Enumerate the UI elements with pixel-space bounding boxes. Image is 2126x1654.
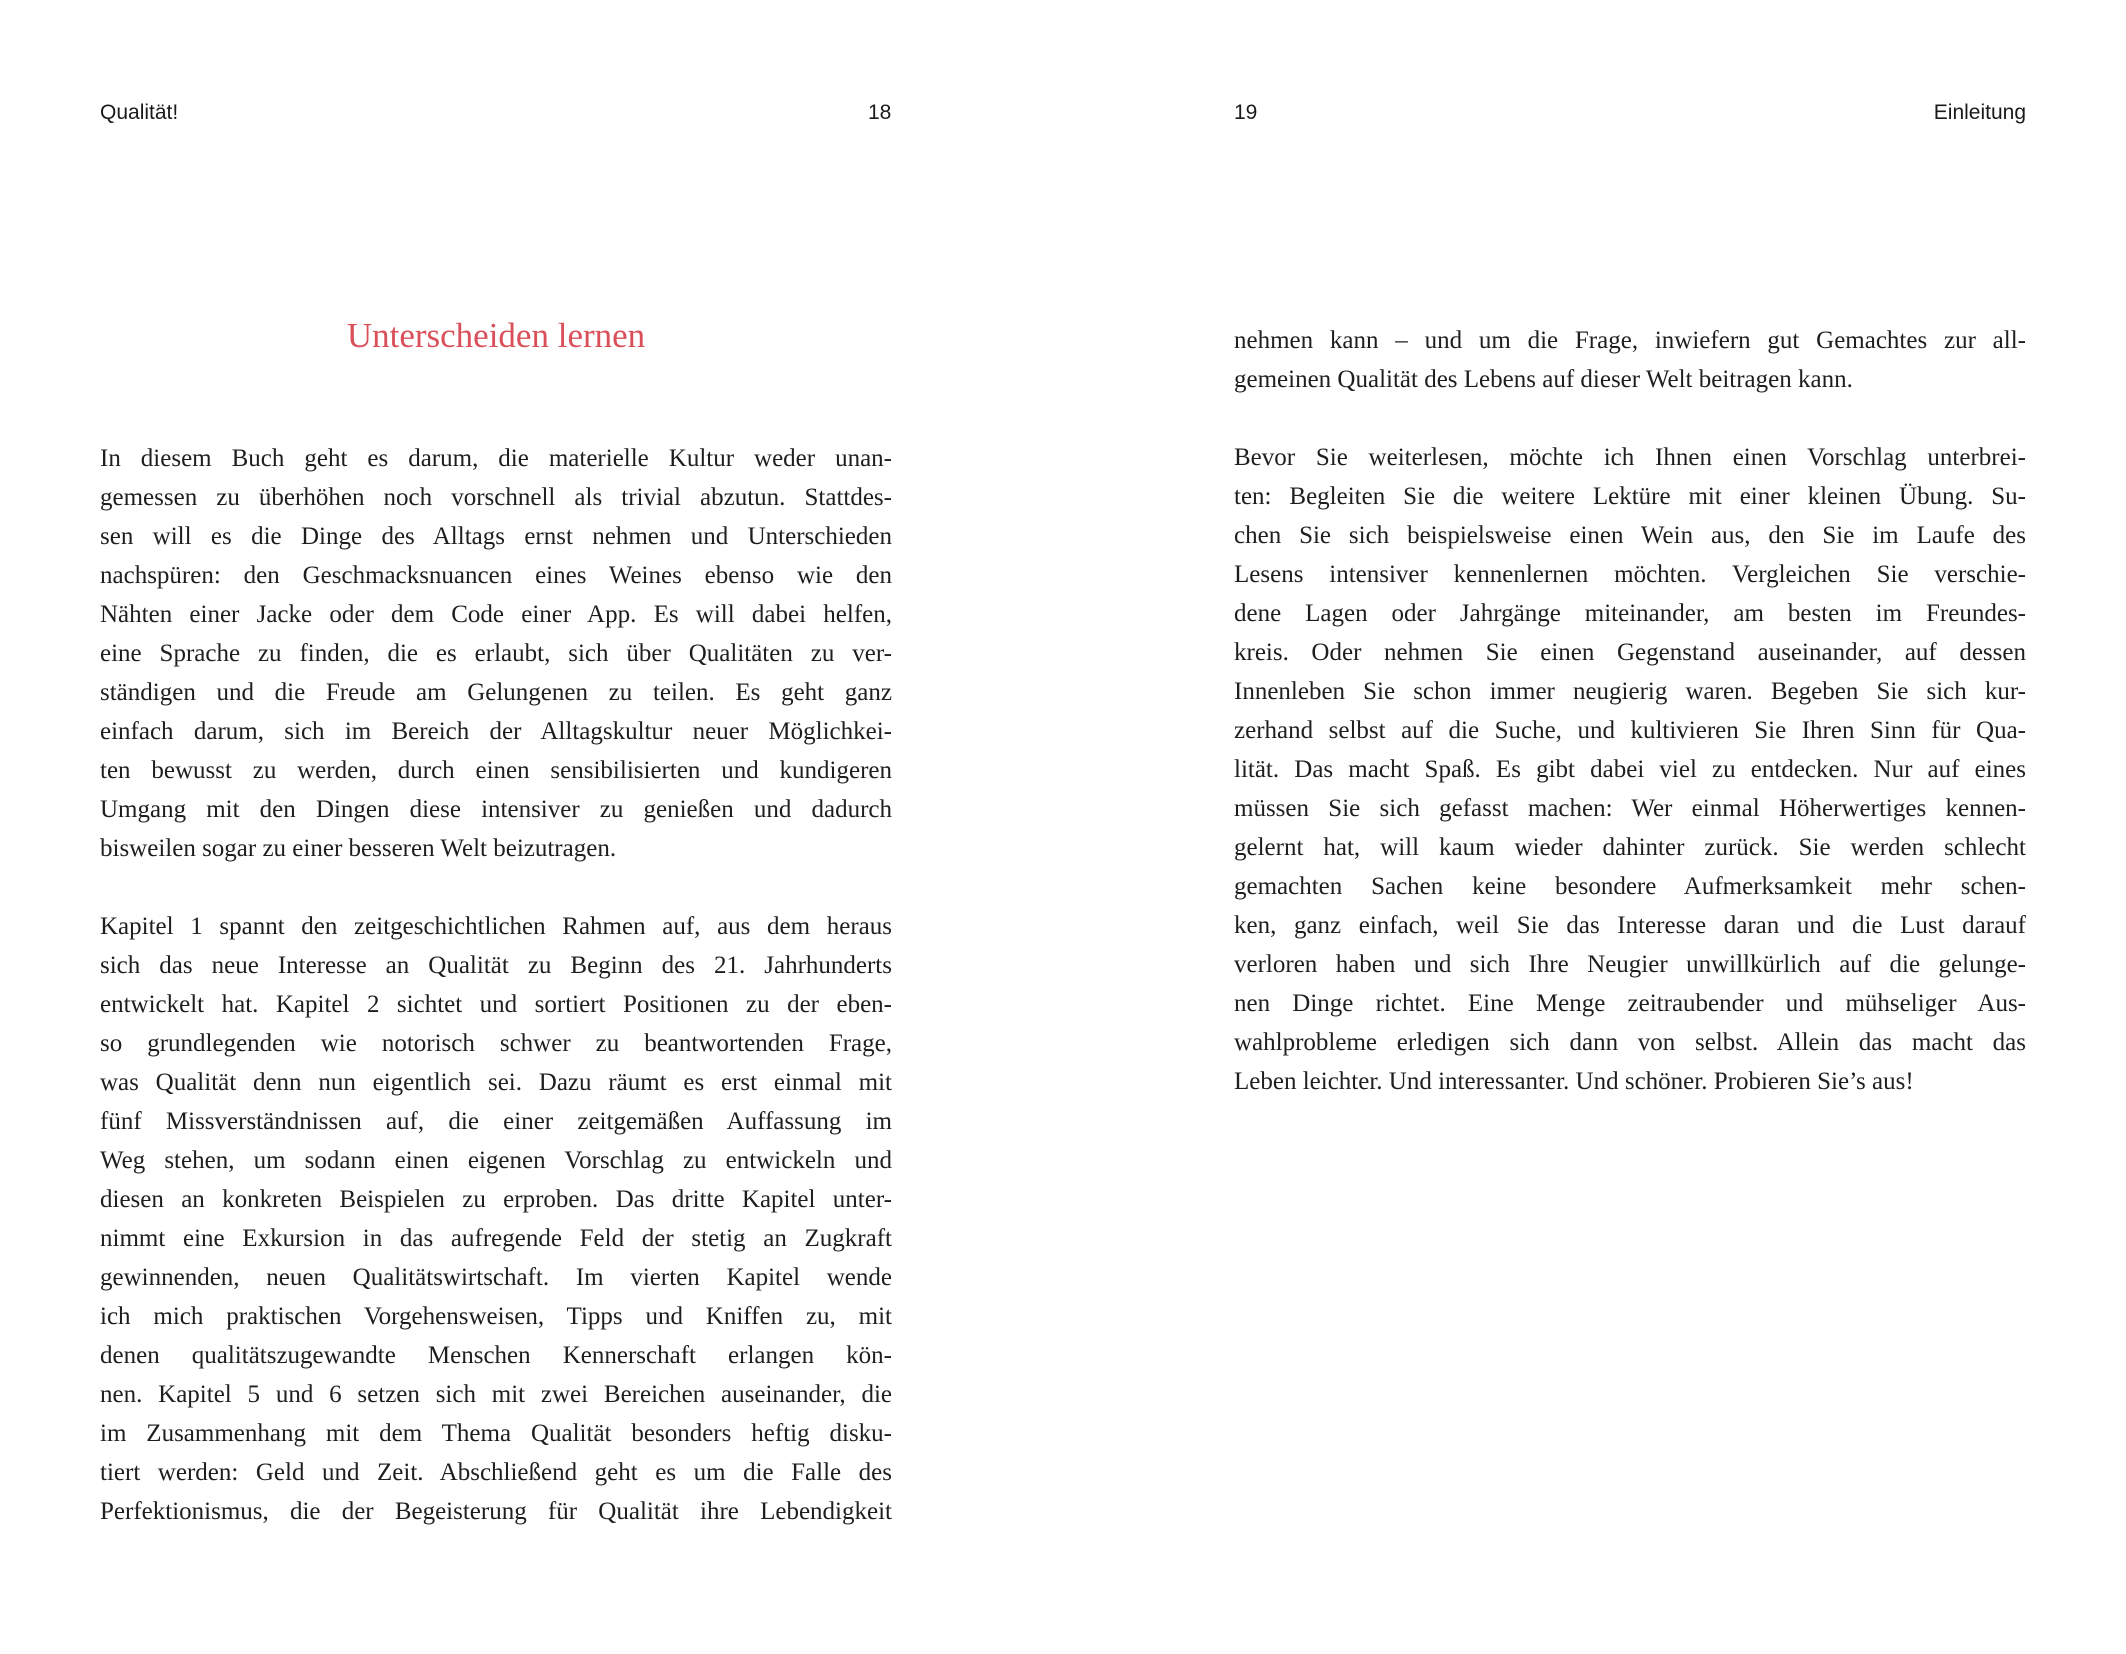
text-line: nen Dinge richtet. Eine Menge zeitraubender und mühseliger Aus- <box>1234 990 2026 1017</box>
text-line: gemeinen Qualität des Lebens auf dieser Welt beitragen kann. <box>1234 366 1853 393</box>
text-line: diesen an konkreten Beispielen zu erproben. Das dritte Kapitel unter- <box>100 1186 892 1213</box>
text-line: Perfektionismus, die der Begeisterung für Qualität ihre Lebendigkeit <box>100 1498 892 1525</box>
text-line: nimmt eine Exkursion in das aufregende Feld der stetig an Zugkraft <box>100 1225 892 1252</box>
text-line: Kapitel 1 spannt den zeitgeschichtlichen Rahmen auf, aus dem heraus <box>100 913 892 940</box>
text-line: einfach darum, sich im Bereich der Alltagskultur neuer Möglichkei- <box>100 718 892 745</box>
text-line: kreis. Oder nehmen Sie einen Gegenstand auseinander, auf dessen <box>1234 639 2026 666</box>
text-line: sich das neue Interesse an Qualität zu Beginn des 21. Jahrhunderts <box>100 952 892 979</box>
text-line: Lesens intensiver kennenlernen möchten. Vergleichen Sie verschie- <box>1234 561 2026 588</box>
text-line: Leben leichter. Und interessanter. Und schöner. Probieren Sie’s aus! <box>1234 1068 1914 1095</box>
running-head-left: Qualität! <box>100 101 179 124</box>
text-line: denen qualitätszugewandte Menschen Kennerschaft erlangen kön- <box>100 1342 892 1369</box>
running-head-right: Einleitung <box>1933 101 2026 124</box>
text-line: ich mich praktischen Vorgehensweisen, Tipps und Kniffen zu, mit <box>100 1303 892 1330</box>
text-line: im Zusammenhang mit dem Thema Qualität besonders heftig disku- <box>100 1420 892 1447</box>
text-line: gemachten Sachen keine besondere Aufmerksamkeit mehr schen- <box>1234 873 2026 900</box>
paragraph <box>100 907 892 1531</box>
text-line: nachspüren: den Geschmacksnuancen eines Weines ebenso wie den <box>100 562 892 589</box>
text-line: nehmen kann – und um die Frage, inwiefern gut Gemachtes zur all- <box>1234 327 2026 354</box>
text-line: ständigen und die Freude am Gelungenen zu teilen. Es geht ganz <box>100 679 892 706</box>
page-number-right: 19 <box>1234 101 1258 124</box>
text-line: was Qualität denn nun eigentlich sei. Dazu räumt es erst einmal mit <box>100 1069 892 1096</box>
page-number-left: 18 <box>868 101 892 124</box>
section-heading: Unterscheiden lernen <box>346 316 646 355</box>
text-line: fünf Missverständnissen auf, die einer zeitgemäßen Auffassung im <box>100 1108 892 1135</box>
text-line: Innenleben Sie schon immer neugierig waren. Begeben Sie sich kur- <box>1234 678 2026 705</box>
text-line: sen will es die Dinge des Alltags ernst nehmen und Unterschieden <box>100 523 892 550</box>
left-page-body <box>100 439 892 1570</box>
text-line: eine Sprache zu finden, die es erlaubt, sich über Qualitäten zu ver- <box>100 640 892 667</box>
text-line: tiert werden: Geld und Zeit. Abschließend geht es um die Falle des <box>100 1459 892 1486</box>
paragraph <box>100 439 892 868</box>
text-line: Nähten einer Jacke oder dem Code einer App. Es will dabei helfen, <box>100 601 892 628</box>
text-line: verloren haben und sich Ihre Neugier unwillkürlich auf die gelunge- <box>1234 951 2026 978</box>
text-line: Umgang mit den Dingen diese intensiver zu genießen und dadurch <box>100 796 892 823</box>
text-line: In diesem Buch geht es darum, die materielle Kultur weder unan- <box>100 445 892 472</box>
text-line: Bevor Sie weiterlesen, möchte ich Ihnen einen Vorschlag unterbrei- <box>1234 444 2026 471</box>
text-line: bisweilen sogar zu einer besseren Welt beizutragen. <box>100 835 617 862</box>
text-line: nen. Kapitel 5 und 6 setzen sich mit zwei Bereichen auseinander, die <box>100 1381 892 1408</box>
text-line: ten: Begleiten Sie die weitere Lektüre mit einer kleinen Übung. Su- <box>1234 483 2026 510</box>
text-line: dene Lagen oder Jahrgänge miteinander, am besten im Freundes- <box>1234 600 2026 627</box>
text-line: gewinnenden, neuen Qualitätswirtschaft. Im vierten Kapitel wende <box>100 1264 892 1291</box>
text-line: ken, ganz einfach, weil Sie das Interesse daran und die Lust darauf <box>1234 912 2026 939</box>
paragraph <box>1234 321 2026 399</box>
text-line: entwickelt hat. Kapitel 2 sichtet und sortiert Positionen zu der eben- <box>100 991 892 1018</box>
text-line: lität. Das macht Spaß. Es gibt dabei viel zu entdecken. Nur auf eines <box>1234 756 2026 783</box>
text-line: müssen Sie sich gefasst machen: Wer einmal Höherwertiges kennen- <box>1234 795 2026 822</box>
text-line: gelernt hat, will kaum wieder dahinter zurück. Sie werden schlecht <box>1234 834 2026 861</box>
text-line: gemessen zu überhöhen noch vorschnell als trivial abzutun. Stattdes- <box>100 484 892 511</box>
text-line: wahlprobleme erledigen sich dann von selbst. Allein das macht das <box>1234 1029 2026 1056</box>
text-line: zerhand selbst auf die Suche, und kultivieren Sie Ihren Sinn für Qua- <box>1234 717 2026 744</box>
paragraph <box>1234 438 2026 1101</box>
right-page-body <box>1234 321 2026 1140</box>
text-line: chen Sie sich beispielsweise einen Wein aus, den Sie im Laufe des <box>1234 522 2026 549</box>
text-line: ten bewusst zu werden, durch einen sensibilisierten und kundigeren <box>100 757 892 784</box>
text-line: so grundlegenden wie notorisch schwer zu beantwortenden Frage, <box>100 1030 892 1057</box>
text-line: Weg stehen, um sodann einen eigenen Vorschlag zu entwickeln und <box>100 1147 892 1174</box>
